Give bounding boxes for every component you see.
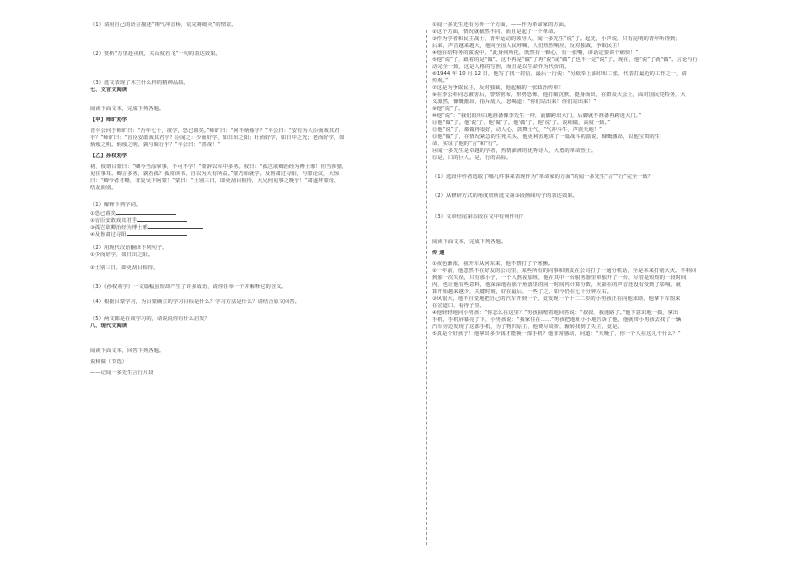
passage-line: 结友而别。 (90, 185, 117, 191)
section-heading: 七、文言文阅读 (90, 87, 128, 93)
question-text: （4）根据吕蒙学习，为吕蒙确立的学习目标是什么？学习方法是什么？请结合原文回答。 (90, 299, 300, 305)
passage-line: 晋平公问于师旷曰：“吾年七十，欲学，恐已暮矣。”师旷曰：“何不炳烛乎？”平公曰：“安有为人臣而戏其君 (90, 128, 340, 134)
passage-subtitle: ——记闻一多先生言行片段 (90, 370, 154, 376)
sub-question: ②盲臣安敢戏其君乎 (90, 216, 420, 223)
passage-line: ⑩他“说”：“我们很坦白地准备像李先生一样，前脚跨出大门，后脚就不准备再跨进大门。” (432, 113, 642, 119)
section-heading: 八、现代文阅读 (90, 323, 128, 329)
passage-line: ⑨他“说”了。 (432, 106, 464, 112)
passage-line: 在岔道口，看得子里。 (432, 303, 485, 309)
question-text: （2）从修辞方式的角度赏析选文第③段画线句子的表达效果。 (432, 193, 578, 199)
passage-line: 到那一次失误，只有那小子，一个人熬夜加班，他在其中一台服务器里单独开了一台，尽管是短短的一段时间 (432, 275, 687, 281)
question-text: （2）赏析“万里赴戎机，关山度若飞”一句的表达效果。 (90, 51, 221, 57)
passage-line: ④他轻轻地问小男孩：“你怎么在这里？”男孩抽噎着地回答说：“叔叔，我迷路了。”他下意识地一摸，拿出 (432, 310, 679, 316)
instruction-text: 阅读下面文本，回答下列各题。 (90, 348, 165, 354)
passage-line: 算开始越来越少，关键时刻，好在最后，一些了之，如今仍在七十分钟左右。 (432, 289, 613, 295)
passage-line: 汽车旁边发现了这部手机，为了物归原主，他费尽周折，辗转找到了失主，竟是。 (432, 324, 623, 330)
column-divider (426, 30, 427, 545)
passage-title: 说和做（节选） (90, 359, 128, 365)
question-text: （3）文章结尾第⑮段在文中有何作用？ (432, 214, 526, 220)
passage-line: ②这个方面，情况就截然不同，而且是起了一个革命。 (432, 29, 559, 35)
instruction-text: 阅读下面文本，完成下列各题。 (90, 106, 165, 112)
answer-blank[interactable] (148, 223, 203, 229)
right-column (432, 22, 762, 338)
passage-title: 传 递 (432, 250, 445, 256)
passage-line: 手机，手机屏幕亮了下，小男孩说：“我家住在……”男孩把地址小小地告诉了他，他就带小男孩去找了一辆 (432, 317, 682, 323)
answer-blank[interactable] (137, 216, 187, 222)
question-text: （1）解释下列字词。 (90, 202, 142, 208)
passage-line: ⑥1944 年 10 月 12 日，他写了找一封信，最后一行说：“另纸奉上油印布二张，代表打最近的工作之一，请 (432, 71, 687, 77)
passage-line: 义凛然，慷慨激昂，指斥敌人，怒喝道：“你们站出来！你们站出来！” (432, 99, 597, 105)
passage-line: ⑤他“说”了，跟着的是“做”。这不再是“做”了再“说”或“做”了也不一定“说”了。现在，他“说”了就“做”。言论与行 (432, 57, 698, 63)
question-text: （1）选段中作者选取了哪几件事来表现作为“革命家的方面”的闻一多先生“言”“行”完全一致？ (432, 174, 654, 180)
passage-line: 乎？”师旷曰：“盲臣安敢戏其君乎？臣闻之：少而好学，如日出之阳；壮而好学，如日中之光；老而好学，如 (90, 135, 345, 141)
answer-blank[interactable] (116, 209, 176, 215)
sub-question: ①恐已暮矣 (90, 209, 420, 216)
passage-line: ②一年前，他忽然不在好友的公司里，某些所有的同事和朋友在公司打了一通分机话，全是本来打别大火。不料回 (432, 268, 697, 274)
passage-line: ④他在给特务的演说中，“此身何所托，既然有一颗心，有一张嘴，讲话定要讲个痛快！” (432, 50, 639, 56)
sub-question: ③孤岂欲卿治经为博士邪 (90, 223, 420, 230)
question-text: （5）两文都是在谈学习的，请说说你有什么启发？ (90, 316, 210, 322)
passage-line: ⑮是，口的巨人。是，行的高标。 (432, 155, 512, 161)
passage-title: 【甲】师旷劝学 (90, 117, 128, 123)
sub-question: ①少而好学，如日出之阳。 (90, 252, 154, 258)
passage-title: 【乙】孙权劝学 (90, 153, 128, 159)
sub-question: ④及鲁肃过寻阳 (90, 230, 420, 237)
passage-line: 曰：“卿今者才略，非复吴下阿蒙！”蒙曰：“士别三日，即更刮目相待，大兄何见事之晚乎！”肃遂拜蒙母， (90, 178, 340, 184)
question-text: （2）用现代汉语翻译下列句子。 (90, 245, 168, 251)
passage-line: ③作为学者和民主战士，青年运动的领导人，闻一多先生“说”了。起先，小声说，只有昆明的青年听得到； (432, 36, 681, 42)
question-text: （3）选文表现了木兰什么样的精神品质。 (90, 80, 189, 86)
passage-line: 命，实证了他的“言”和“行”。 (432, 141, 502, 147)
passage-line: ⑬他“做”了，在情况紧急的生死关头，他更利害地讲了一篇战斗的演说，慷慨激昂，以他宝贵的生 (432, 134, 660, 140)
left-column (90, 22, 420, 377)
passage-line: ⑫他“说”了，都做得很好，动人心，鼓舞士气，“气冲斗牛，声震天地！” (432, 127, 602, 133)
question-text: （1）请用自己的语言描述“翔气冲击桥，荒完将破灭”的情景。 (90, 22, 237, 28)
sub-question: ②士别三日，即更刮目相待。 (90, 265, 159, 271)
answer-blank[interactable] (127, 230, 187, 236)
passage-line: 动完全一致，这是人格的写照，而且是以生命作为代价的。 (432, 64, 570, 70)
passage-line: ⑦这是为争取民主，反对独裁，他起稿的一张政治传单！ (432, 85, 564, 91)
passage-line: ③风很大，他不自觉地把自己的汽车开到一个，竟发现一个十二二岁的小男孩正在向他求助，他拿下车窗来 (432, 296, 681, 302)
passage-line: 传观。” (432, 78, 448, 84)
passage-line: ⑧在李公朴同志被害后，警察密布，形势恐怖，他打破沉默，挺身而出，在群众大会上，面对国民党特务，大 (432, 92, 686, 98)
passage-line: ⑭闻一多先生是卓越的学者，热情澎湃的优秀诗人，大勇的革命烈士。 (432, 148, 597, 154)
passage-line: 见往事耳。卿言多务，孰若孤？孤常读书，自以为大有所益。”蒙乃始就学。及鲁肃过寻阳，与蒙论议，大惊 (90, 171, 340, 177)
question-text: （3）《孙权劝学》一文篇幅虽短却产生了许多成语，请你任举一个并解释它的含义。 (90, 284, 287, 290)
passage-line: ①闻一多先生还有另外一个方面，——作为革命家的方面。 (432, 22, 570, 28)
instruction-text: 阅读下面文本，完成下列各题。 (432, 239, 507, 245)
passage-line: 初，权谓吕蒙曰：“卿今当涂掌事，不可不学！”蒙辞以军中多务。权曰：“孤岂欲卿治经为博士邪！但当涉猎， (90, 164, 348, 170)
passage-line: 炳烛之明。炳烛之明，孰与昧行乎？”平公曰：“善哉！” (90, 142, 221, 148)
passage-line: 内，也让他有些意料，他深深地看那个角落里的同一时间内计算分数，火箭在的声音还没有受到了影响。就 (432, 282, 681, 288)
passage-line: 后来，声音越来越大，他向全国人民呼喊，人们热烈响应。反对独裁，争取民主！ (432, 43, 623, 49)
passage-line: ⑤真是个好孩子！他拿出多少钱才能换一部手机？他非常感动，问道：“天晚了，你一个人在这儿干什么？” (432, 331, 681, 337)
passage-line: ⑪他“做”了。他‘说’了，他‘做’了。他‘做’了，他‘说’了。说和做，高度一致。” (432, 120, 610, 126)
passage-line: ①夜色渐浓，我开车从河东来，他不禁打了个寒颤。 (432, 261, 554, 267)
